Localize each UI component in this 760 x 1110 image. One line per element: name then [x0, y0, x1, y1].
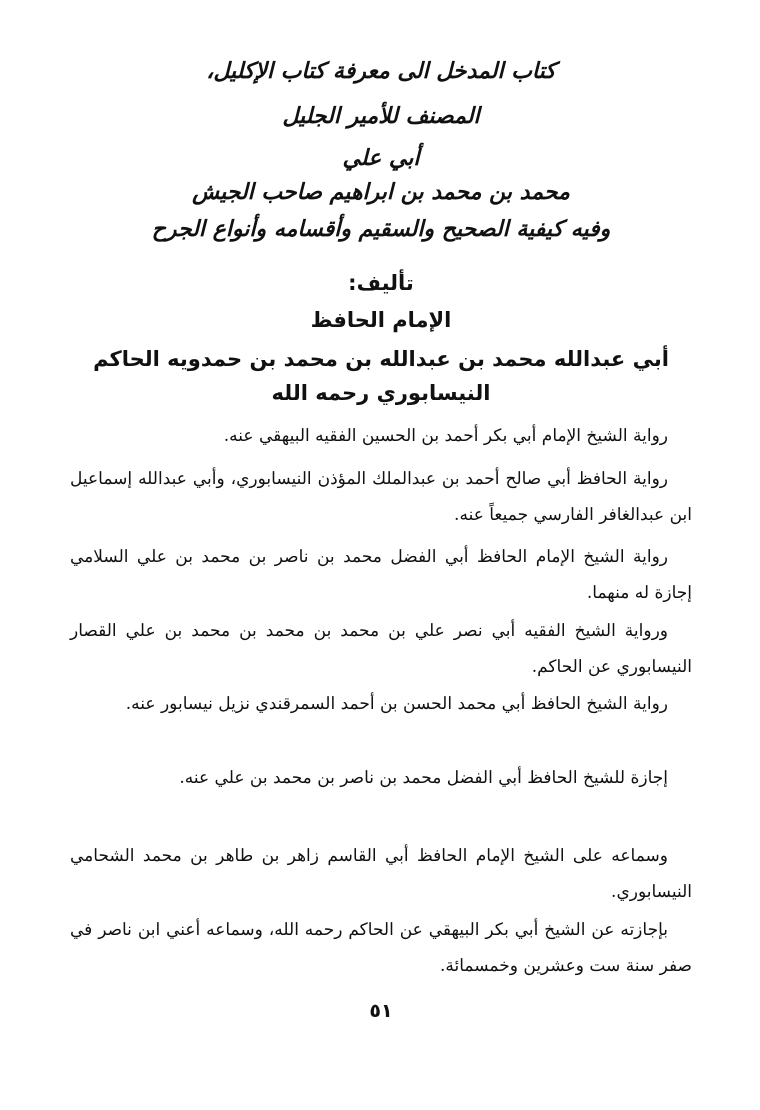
- narration-paragraph-6: إجازة للشيخ الحافظ أبي الفضل محمد بن ناصر بن محمد بن علي عنه.: [179, 768, 668, 788]
- page-number: ٥١: [369, 1000, 393, 1022]
- author-title: الإمام الحافظ: [310, 308, 452, 332]
- narration-paragraph-1: رواية الشيخ الإمام أبي بكر أحمد بن الحسين الفقيه البيهقي عنه.: [223, 426, 668, 446]
- book-title-line-4: محمد بن محمد بن ابراهيم صاحب الجيش: [192, 179, 570, 205]
- document-page: [70, 0, 692, 1110]
- narration-paragraph-3: رواية الشيخ الإمام الحافظ أبي الفضل محمد بن ناصر بن محمد بن علي السلامي إجازة له منهما.: [70, 547, 692, 603]
- author-name-line-2: النيسابوري رحمه الله: [271, 381, 491, 405]
- narration-paragraph-5: رواية الشيخ الحافظ أبي محمد الحسن بن أحمد السمرقندي نزيل نيسابور عنه.: [125, 694, 668, 714]
- authorship-label: تأليف:: [348, 271, 414, 295]
- narration-paragraph-8: بإجازته عن الشيخ أبي بكر البيهقي عن الحاكم رحمه الله، وسماعه أعني ابن ناصر في صفر سنة ست وعشرين وخمسمائة.: [70, 920, 692, 976]
- book-title-line-3: أبي علي: [342, 145, 420, 171]
- narration-paragraph-7: وسماعه على الشيخ الإمام الحافظ أبي القاسم زاهر بن طاهر بن محمد الشحامي النيسابوري.: [70, 846, 692, 902]
- author-name-line-1: أبي عبدالله محمد بن عبدالله بن محمد بن حمدويه الحاكم: [93, 347, 669, 371]
- book-title-line-1: كتاب المدخل الى معرفة كتاب الإكليل،: [206, 58, 556, 84]
- book-title-line-5: وفيه كيفية الصحيح والسقيم وأقسامه وأنواع الجرح: [151, 216, 611, 242]
- narration-paragraph-2: رواية الحافظ أبي صالح أحمد بن عبدالملك المؤذن النيسابوري، وأبي عبدالله إسماعيل ابن عبدالغافر الفارسي جميعاً عنه.: [70, 469, 692, 525]
- narration-paragraph-4: ورواية الشيخ الفقيه أبي نصر علي بن محمد بن محمد بن محمد بن علي القصار النيسابوري عن الحاكم.: [70, 621, 692, 677]
- book-title-line-2: المصنف للأمير الجليل: [282, 103, 480, 129]
